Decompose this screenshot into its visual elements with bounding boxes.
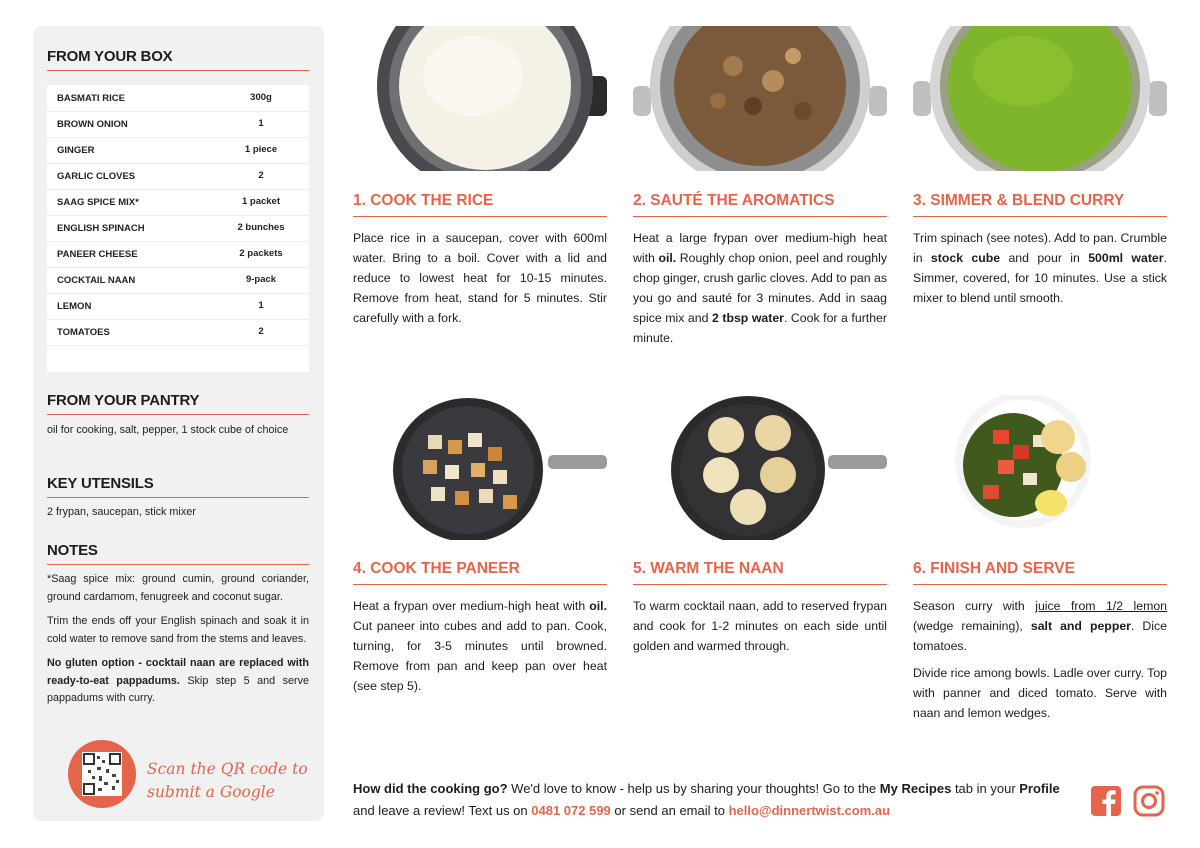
ingredients-sidebar [33,26,324,821]
utensils-text: 2 frypan, saucepan, stick mixer [47,506,196,518]
footer-text-4: or send an email to [610,803,729,818]
step-3-text-2: and pour in [1000,251,1089,265]
footer-text-2: tab in your [951,781,1020,796]
ingredient-qty: 1 [258,118,264,129]
note-gluten-rest: Skip step 5 and serve pappadums with curry. [47,674,309,704]
ingredient-name: COCKTAIL NAAN [57,275,136,286]
ingredient-qty: 1 piece [244,144,278,155]
ingredient-name: BASMATI RICE [57,93,125,104]
step-3-text-3: . Simmer, covered, for 10 minutes. Use a stick mixer to blend until smooth. [913,251,1167,305]
ingredient-qty: 1 packet [241,196,281,207]
table-row [47,111,309,138]
note-spice-mix: *Saag spice mix: ground cumin, ground coriander, ground cardamom, fenugreek and coconut sugar. [47,573,309,603]
aromatics-pan-photo [633,26,887,171]
step-4-title: 4. COOK THE PANEER [353,560,607,585]
step-5-body: To warm cocktail naan, add to reserved frypan and cook for 1-2 minutes on each side until golden and warmed through. [633,599,887,653]
ingredient-qty: 2 packets [239,248,283,259]
step-3-title: 3. SIMMER & BLEND CURRY [913,192,1167,217]
step-6-lemon: juice from 1/2 lemon [1035,599,1167,613]
paneer-pan-photo [353,395,607,540]
note-gluten [47,655,309,708]
pantry-text: oil for cooking, salt, pepper, 1 stock cube of choice [47,424,289,436]
profile-link[interactable]: Profile [1019,781,1060,796]
step-3-body [913,228,1167,308]
step-2-text-2: Roughly chop onion, peel and roughly chop ginger, crush garlic cloves. Add to pan as you go and sauté for 3 minutes. Add in saag spice mix and [633,251,887,325]
naan-pan-photo [633,395,887,540]
step-2-text-3: . Cook for a further minute. [633,311,887,345]
pantry-title: FROM YOUR PANTRY [47,392,309,415]
step-6-text-2: (wedge remaining), [913,619,1031,633]
ingredient-name: GARLIC CLOVES [57,171,136,182]
ingredient-name: PANEER CHEESE [57,249,138,260]
step-4-text-2: Cut paneer into cubes and add to pan. Cook, turning, for 3-5 minutes until browned. Remove from pan and keep pan over heat (see step 5). [353,619,607,693]
ingredient-qty: 1 [258,300,264,311]
table-row [47,137,309,164]
step-2-title: 2. SAUTÉ THE AROMATICS [633,192,887,217]
table-row [47,267,309,294]
spinach-curry-photo [913,26,1167,171]
step-6-body [913,596,1167,730]
table-row [47,163,309,190]
step-4-text: Heat a frypan over medium-high heat with [353,599,590,613]
ingredient-table [47,85,309,372]
step-1-title: 1. COOK THE RICE [353,192,607,217]
ingredient-qty: 2 bunches [237,222,285,233]
step-1-body: Place rice in a saucepan, cover with 600ml water. Bring to a boil. Cover with a lid and reduce to lowest heat for 10-15 minutes. Remove from heat, stand for 5 minutes. Stir carefully with a fork. [353,231,607,325]
ingredient-name: GINGER [57,145,95,156]
utensils-title: KEY UTENSILS [47,475,309,498]
step-3-water: 500ml water [1088,251,1164,265]
step-6-text: Season curry with [913,599,1036,613]
step-3-stock: stock cube [930,251,1001,265]
served-bowl-photo [913,395,1167,540]
note-spinach: Trim the ends off your English spinach and soak it in cold water to remove sand from the stems and leaves. [47,615,309,645]
table-row [47,241,309,268]
footer-question: How did the cooking go? [353,781,508,796]
table-row [47,85,309,112]
qr-caption-line2: submit a Google [147,783,275,801]
step-6-para-2: Divide rice among bowls. Ladle over curry. Top with panner and diced tomato. Serve with naan and lemon wedges. [913,666,1167,720]
step-4-oil: oil. [589,599,607,613]
table-row [47,319,309,346]
step-6-text-3: . Dice tomatoes. [913,619,1167,653]
ingredient-name: SAAG SPICE MIX* [57,197,139,208]
ingredient-name: BROWN ONION [57,119,128,130]
step-4-body [353,596,607,696]
note-gluten-bold: No gluten option - cocktail naan are replaced with ready-to-eat pappadums. [47,657,309,687]
step-2-oil: oil. [658,251,677,265]
step-6-title: 6. FINISH AND SERVE [913,560,1167,585]
step-6-seasoning: salt and pepper [1030,619,1131,633]
footer-text: We'd love to know - help us by sharing your thoughts! Go to the [507,781,880,796]
ingredient-qty: 2 [258,170,264,181]
email-link[interactable]: hello@dinnertwist.com.au [728,803,891,818]
ingredient-name: TOMATOES [57,327,110,338]
qr-code-icon[interactable] [82,752,122,796]
step-2-body [633,228,887,348]
notes-text [47,571,309,715]
table-row [47,189,309,216]
from-box-title: FROM YOUR BOX [47,48,309,71]
step-2-water: 2 tbsp water [711,311,784,325]
qr-caption [147,758,308,804]
qr-badge [68,740,136,808]
ingredient-name: ENGLISH SPINACH [57,223,145,234]
feedback-footer [353,778,1073,822]
my-recipes-link[interactable]: My Recipes [879,781,952,796]
qr-caption-line1: Scan the QR code to [147,760,308,778]
ingredient-qty: 300g [250,92,272,103]
facebook-icon[interactable] [1090,785,1122,817]
table-row [47,215,309,242]
step-2-text: Heat a large frypan over medium-high heat with [633,231,887,265]
notes-title: NOTES [47,542,309,565]
ingredient-name: LEMON [57,301,92,312]
instagram-icon[interactable] [1133,785,1165,817]
ingredient-qty: 2 [258,326,264,337]
step-3-text: Trim spinach (see notes). Add to pan. Crumble in [913,231,1167,265]
phone-link[interactable]: 0481 072 599 [531,803,611,818]
step-5-title: 5. WARM THE NAAN [633,560,887,585]
table-row [47,293,309,320]
footer-text-3: and leave a review! Text us on [353,803,532,818]
rice-pot-photo [353,26,607,171]
step-6-para-1 [913,596,1167,656]
ingredient-qty: 9-pack [245,274,277,285]
